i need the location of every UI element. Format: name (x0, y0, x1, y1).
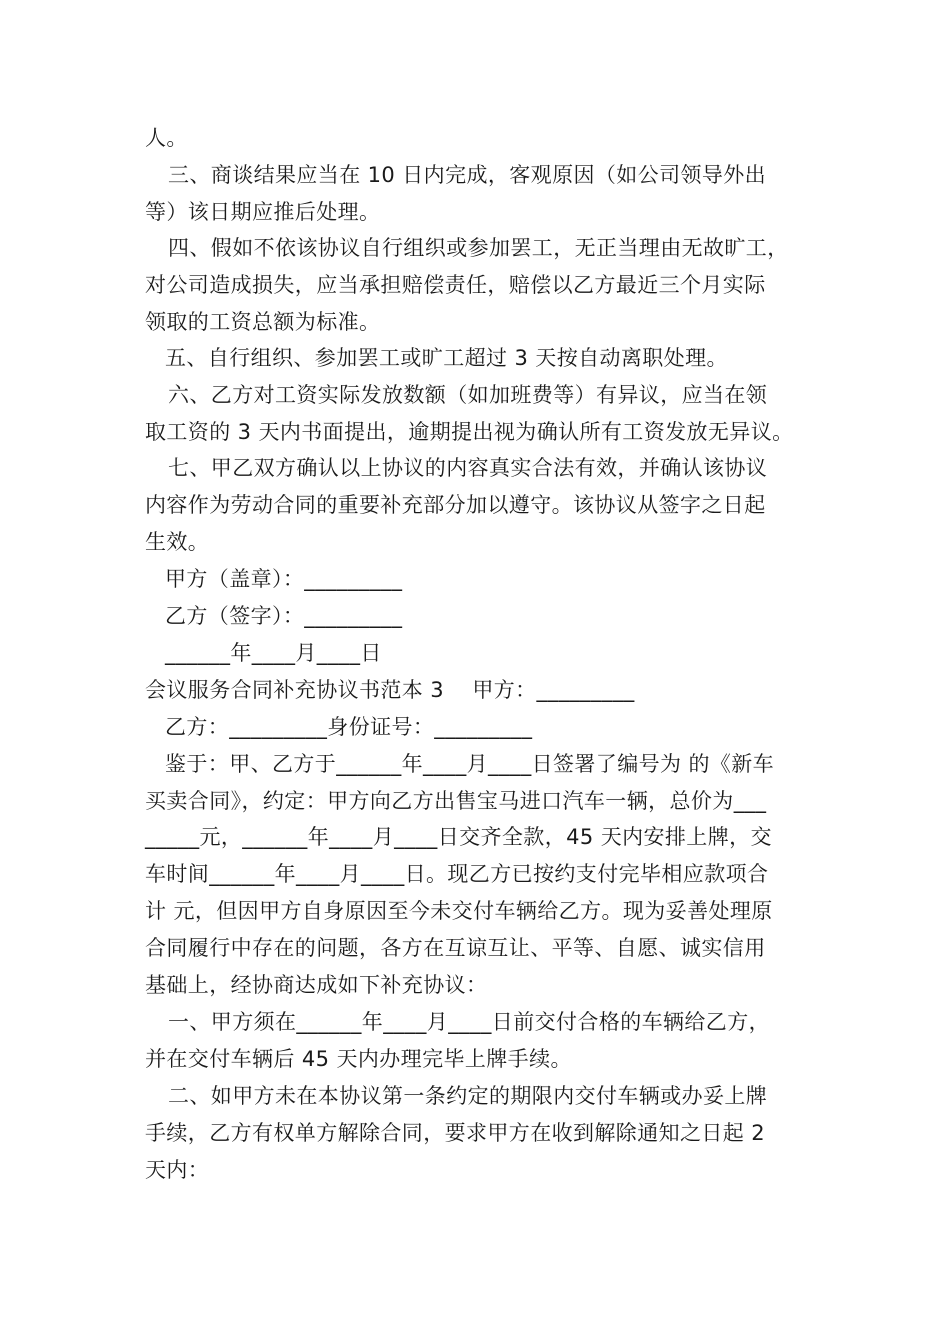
text-line: 七、甲乙双方确认以上协议的内容真实合法有效，并确认该协议 (168, 456, 768, 480)
text-line: 乙方：_________身份证号：_________ (165, 715, 533, 739)
text-line: 等）该日期应推后处理。 (145, 200, 381, 224)
text-line: _____元，______年____月____日交齐全款，45 天内安排上牌，交 (145, 825, 772, 849)
text-line: 六、乙方对工资实际发放数额（如加班费等）有异议，应当在领 (168, 383, 768, 407)
text-line: 一、甲方须在______年____月____日前交付合格的车辆给乙方， (168, 1010, 770, 1034)
text-line: 基础上，经协商达成如下补充协议： (145, 973, 488, 997)
text-line: 取工资的 3 天内书面提出，逾期提出视为确认所有工资发放无异议。 (145, 420, 794, 444)
date-line: ______年____月____日 (165, 641, 382, 665)
text-line: 人。 (145, 126, 188, 150)
text-line: 车时间______年____月____日。现乙方已按约支付完毕相应款项合 (145, 862, 769, 886)
text-line: 五、自行组织、参加罢工或旷工超过 3 天按自动离职处理。 (165, 346, 728, 370)
text-line: 合同履行中存在的问题，各方在互谅互让、平等、自愿、诚实信用 (145, 936, 766, 960)
section-title: 会议服务合同补充协议书范本 3 甲方：_________ (145, 678, 635, 702)
text-line: 手续，乙方有权单方解除合同，要求甲方在收到解除通知之日起 2 (145, 1121, 766, 1145)
text-line: 三、商谈结果应当在 10 日内完成，客观原因（如公司领导外出 (168, 163, 767, 187)
text-line: 并在交付车辆后 45 天内办理完毕上牌手续。 (145, 1047, 572, 1071)
text-line: 二、如甲方未在本协议第一条约定的期限内交付车辆或办妥上牌 (168, 1084, 768, 1108)
text-line: 计 元，但因甲方自身原因至今未交付车辆给乙方。现为妥善处理原 (145, 899, 773, 923)
text-line: 对公司造成损失，应当承担赔偿责任，赔偿以乙方最近三个月实际 (145, 273, 766, 297)
signature-line-party-a: 甲方（盖章）：_________ (165, 567, 403, 591)
text-line: 鉴于：甲、乙方于______年____月____日签署了编号为 的《新车 (165, 752, 775, 776)
text-line: 天内： (145, 1158, 210, 1182)
text-line: 四、假如不依该协议自行组织或参加罢工，无正当理由无故旷工， (168, 236, 789, 260)
text-line: 内容作为劳动合同的重要补充部分加以遵守。该协议从签字之日起 (145, 493, 766, 517)
text-line: 生效。 (145, 530, 210, 554)
text-line: 买卖合同》，约定：甲方向乙方出售宝马进口汽车一辆，总价为___ (145, 789, 767, 813)
signature-line-party-b: 乙方（签字）：_________ (165, 604, 403, 628)
text-line: 领取的工资总额为标准。 (145, 310, 381, 334)
